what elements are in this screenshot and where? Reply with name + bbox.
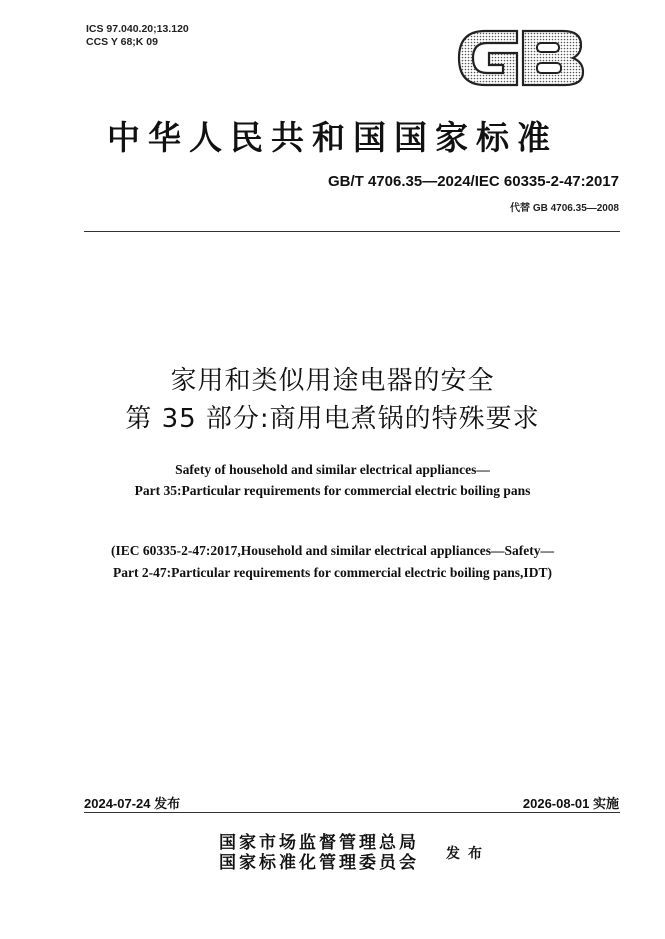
replaces-standard: 代替 GB 4706.35—2008 xyxy=(510,203,619,214)
ccs-code: CCS Y 68;K 09 xyxy=(86,36,158,48)
footer-divider xyxy=(84,812,620,813)
chinese-title-line-2: 第 35 部分:商用电煮锅的特殊要求 xyxy=(125,404,540,434)
classification-codes xyxy=(86,23,189,49)
issuing-authorities xyxy=(219,833,419,873)
publish-label: 发布 xyxy=(446,846,490,862)
implementation-date: 2026-08-01 实施 xyxy=(522,796,619,811)
issuer-samr: 国家市场监督管理总局 xyxy=(219,833,419,853)
gb-logo-icon xyxy=(455,23,585,93)
issuer-sac: 国家标准化管理委员会 xyxy=(219,853,419,873)
standard-category-title: 中华人民共和国国家标准 xyxy=(107,118,558,157)
iec-reference-line-1: (IEC 60335-2-47:2017,Household and similar electrical appliances—Safety— xyxy=(111,543,554,558)
chinese-title-line-1: 家用和类似用途电器的安全 xyxy=(170,366,495,396)
standard-number: GB/T 4706.35—2024/IEC 60335-2-47:2017 xyxy=(327,173,619,190)
english-title-line-2: Part 35:Particular requirements for commercial electric boiling pans xyxy=(134,483,531,498)
ics-code: ICS 97.040.20;13.120 xyxy=(86,23,189,35)
issue-date: 2024-07-24 发布 xyxy=(84,796,181,811)
iec-reference-line-2: Part 2-47:Particular requirements for commercial electric boiling pans,IDT) xyxy=(113,565,552,580)
header-divider xyxy=(84,231,620,232)
english-title-line-1: Safety of household and similar electrical appliances— xyxy=(175,462,490,477)
